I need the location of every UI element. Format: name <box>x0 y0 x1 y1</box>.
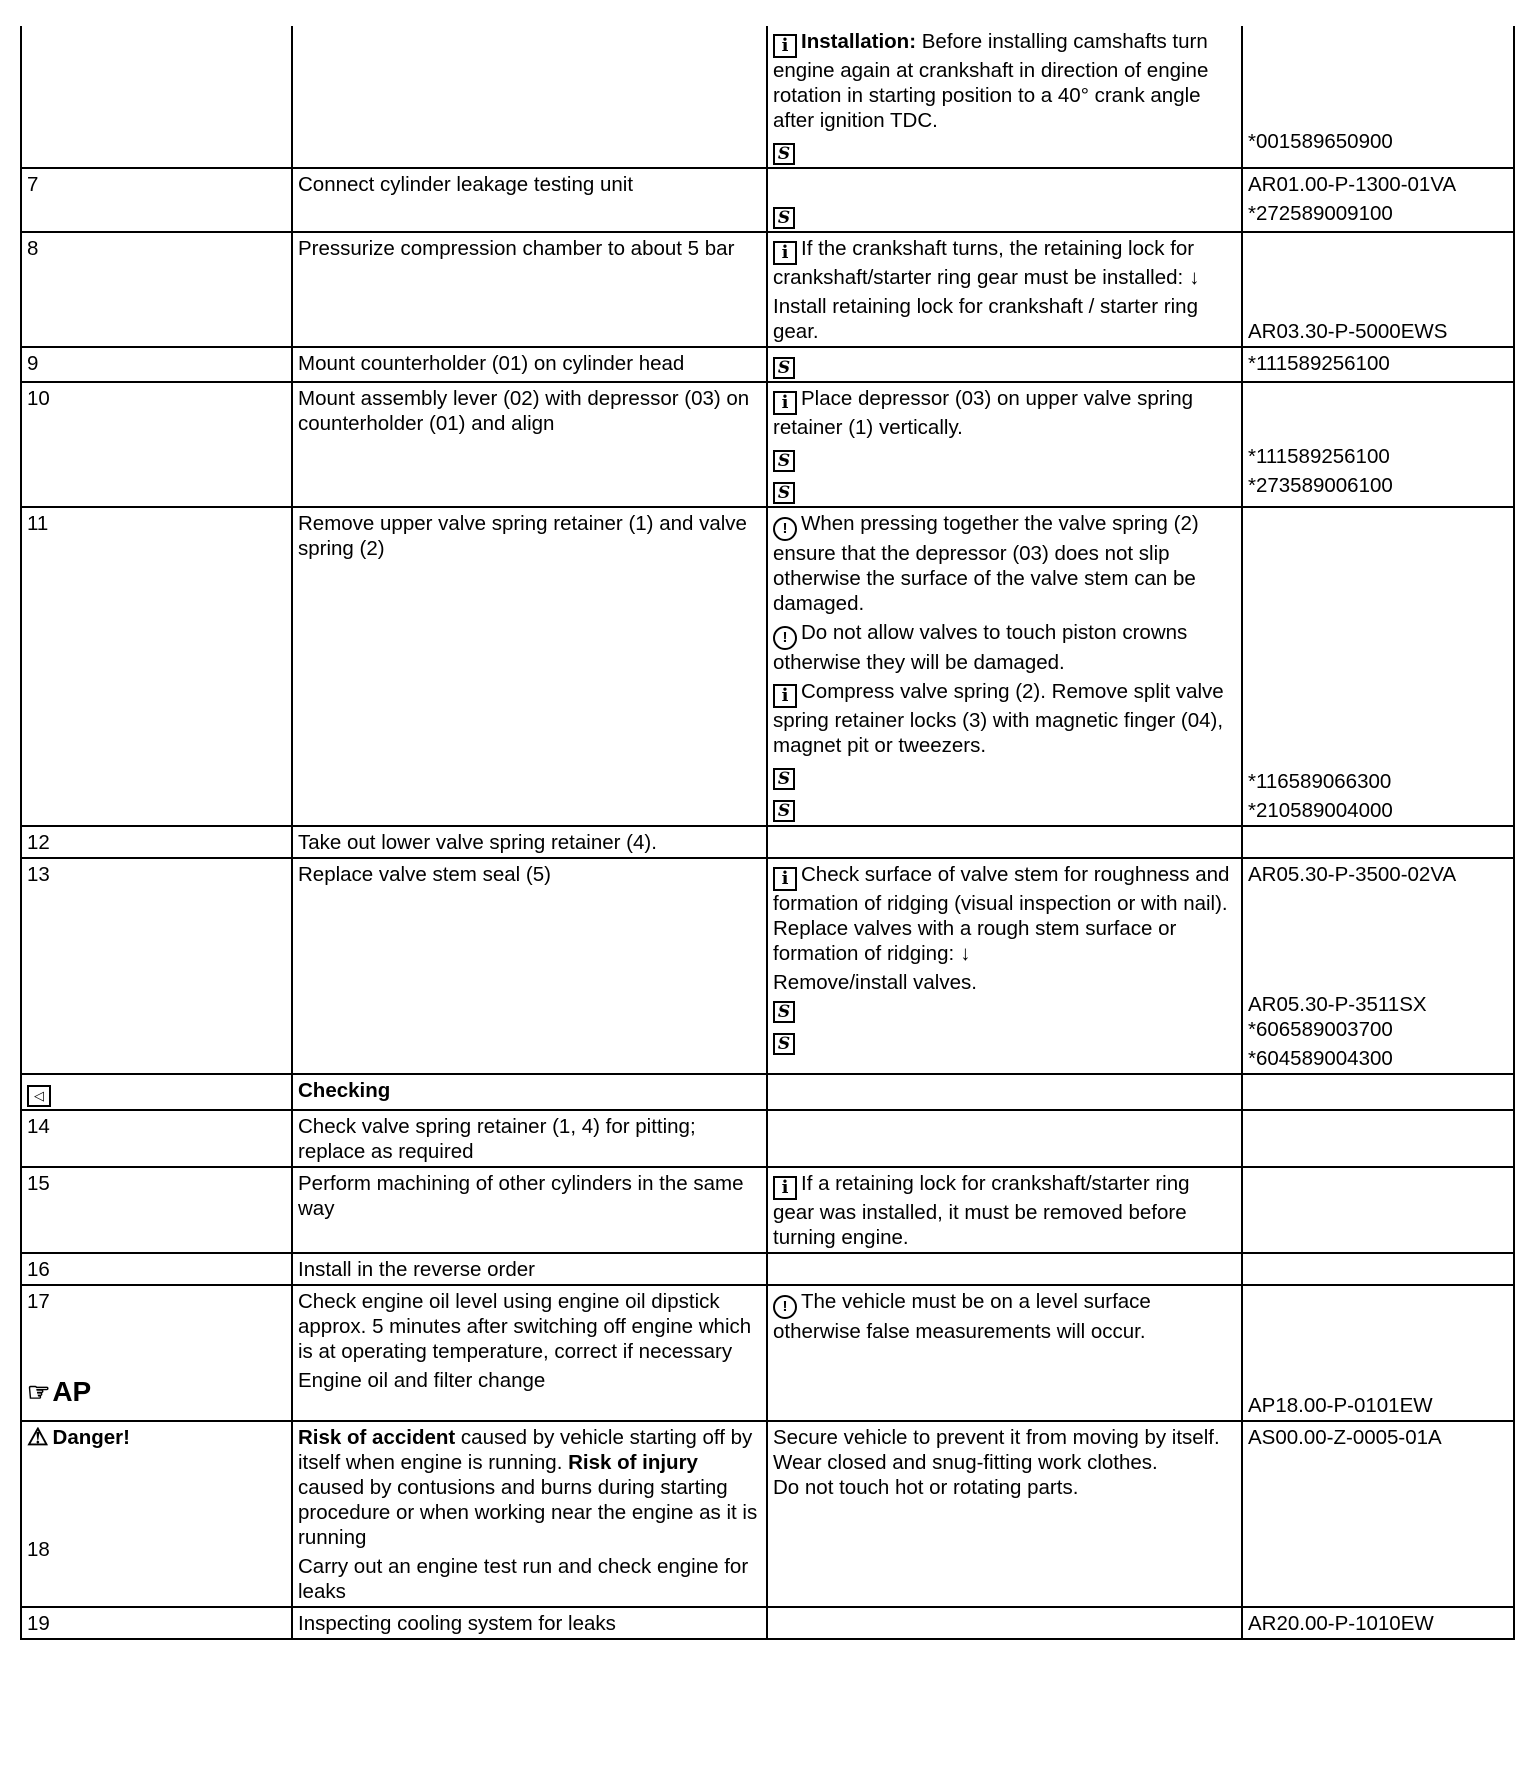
action-cell: Mount assembly lever (02) with depressor (03) on counterholder (01) and align <box>292 382 767 507</box>
tool-number: *273589006100 <box>1248 474 1393 497</box>
note-cell <box>767 1253 1242 1285</box>
action-cell: Install in the reverse order <box>292 1253 767 1285</box>
danger-plain: caused by contusions and burns during starting procedure or when working near the engine as it is running <box>298 1476 758 1549</box>
ref-link[interactable]: AR05.30-P-3511SX <box>1248 993 1427 1016</box>
step-cell <box>21 26 292 168</box>
note-cell <box>767 1074 1242 1110</box>
special-tool-icon: S <box>773 1033 795 1055</box>
step-cell: 14 <box>21 1110 292 1167</box>
step-number: 17 <box>27 1290 50 1313</box>
ref-cell: *111589256100 <box>1242 347 1514 382</box>
table-row <box>21 232 1514 347</box>
note-cell <box>767 507 1242 826</box>
ref-cell <box>1242 1110 1514 1167</box>
table-row <box>21 26 1514 168</box>
special-tool-icon: S <box>773 482 795 504</box>
note-cell <box>767 382 1242 507</box>
tool-number: *210589004000 <box>1248 799 1393 822</box>
table-row <box>21 1607 1514 1639</box>
table-row <box>21 1253 1514 1285</box>
note-cell <box>767 168 1242 232</box>
ref-cell <box>1242 1285 1514 1421</box>
table-row <box>21 507 1514 826</box>
warning-text: Do not allow valves to touch piston crowns otherwise they will be damaged. <box>773 621 1188 674</box>
action-cell: Check valve spring retainer (1, 4) for pitting; replace as required <box>292 1110 767 1167</box>
info-title: Installation: <box>801 30 917 53</box>
table-row <box>21 347 1514 382</box>
action-cell: Pressurize compression chamber to about 5 bar <box>292 232 767 347</box>
section-header-row <box>21 1074 1514 1110</box>
note-cell <box>767 1607 1242 1639</box>
danger-bold: Risk of accident <box>298 1426 456 1449</box>
ref-link[interactable]: AR20.00-P-1010EW <box>1248 1612 1434 1635</box>
action-cell <box>292 1421 767 1607</box>
warning-triangle-icon: ⚠ <box>27 1423 49 1451</box>
info-text: Check surface of valve stem for roughness and formation of ridging (visual inspection or with nail). <box>773 863 1230 915</box>
table-row <box>21 858 1514 1074</box>
special-tool-icon: S <box>773 450 795 472</box>
step-cell <box>21 1074 292 1110</box>
note-text: Do not touch hot or rotating parts. <box>773 1476 1079 1499</box>
warning-text: The vehicle must be on a level surface otherwise false measurements will occur. <box>773 1290 1151 1343</box>
step-cell: 12 <box>21 826 292 858</box>
info-text: Compress valve spring (2). Remove split valve spring retainer locks (3) with magnetic finger (04), magnet pit or tweezers. <box>773 680 1224 757</box>
ap-label: AP <box>52 1376 92 1407</box>
info-icon: i <box>773 867 797 891</box>
step-number: 18 <box>27 1537 50 1561</box>
info-text: If the crankshaft turns, the retaining lock for crankshaft/starter ring gear must be installed: <box>773 237 1195 289</box>
note-text: Secure vehicle to prevent it from moving by itself. <box>773 1426 1220 1449</box>
step-cell: 9 <box>21 347 292 382</box>
note-text: Install retaining lock for crankshaft / starter ring gear. <box>773 295 1198 343</box>
special-tool-icon: S <box>773 143 795 165</box>
note-cell <box>767 1421 1242 1607</box>
note-cell <box>767 858 1242 1074</box>
down-arrow-icon: ↓ <box>1189 266 1200 289</box>
ref-cell <box>1242 858 1514 1074</box>
ap-action-text: Engine oil and filter change <box>298 1369 546 1392</box>
info-text: Replace valves with a rough stem surface or formation of ridging: <box>773 917 1177 965</box>
action-cell <box>292 1285 767 1421</box>
ref-cell <box>1242 382 1514 507</box>
info-icon: i <box>773 241 797 265</box>
risk-of-damage-icon: ! <box>773 626 797 650</box>
step-cell <box>21 1285 292 1421</box>
tool-number: *604589004300 <box>1248 1047 1393 1070</box>
back-arrow-icon: ◁ <box>27 1085 51 1107</box>
table-row <box>21 826 1514 858</box>
danger-marker <box>27 1425 130 1450</box>
table-row <box>21 1167 1514 1253</box>
action-cell: Take out lower valve spring retainer (4). <box>292 826 767 858</box>
note-cell <box>767 347 1242 382</box>
info-text: Place depressor (03) on upper valve spring retainer (1) vertically. <box>773 387 1193 439</box>
note-cell <box>767 1167 1242 1253</box>
ref-link[interactable]: AP18.00-P-0101EW <box>1248 1394 1433 1417</box>
step-cell: 10 <box>21 382 292 507</box>
action-cell: Inspecting cooling system for leaks <box>292 1607 767 1639</box>
ref-cell <box>1242 1167 1514 1253</box>
table-row <box>21 1421 1514 1607</box>
table-row <box>21 1110 1514 1167</box>
note-cell <box>767 232 1242 347</box>
procedure-table <box>20 26 1515 1640</box>
ref-cell <box>1242 168 1514 232</box>
table-row <box>21 382 1514 507</box>
note-cell <box>767 26 1242 168</box>
ref-cell <box>1242 232 1514 347</box>
info-icon: i <box>773 1176 797 1200</box>
warning-text: When pressing together the valve spring (2) ensure that the depressor (03) does not slip otherwise the surface of the valve stem can be damaged. <box>773 512 1199 615</box>
info-icon: i <box>773 684 797 708</box>
note-cell <box>767 826 1242 858</box>
danger-bold: Risk of injury <box>568 1451 698 1474</box>
step-cell: 11 <box>21 507 292 826</box>
ref-cell <box>1242 1421 1514 1607</box>
special-tool-icon: S <box>773 207 795 229</box>
danger-label: Danger! <box>52 1426 130 1449</box>
table-row <box>21 168 1514 232</box>
tool-number: *116589066300 <box>1248 770 1392 793</box>
step-cell: 16 <box>21 1253 292 1285</box>
action-cell <box>292 26 767 168</box>
action-cell: Remove upper valve spring retainer (1) and valve spring (2) <box>292 507 767 826</box>
step-cell: 13 <box>21 858 292 1074</box>
info-icon: i <box>773 34 797 58</box>
danger-plain: caused by vehicle starting off by itself when engine is running. <box>298 1426 753 1474</box>
info-text: Before installing camshafts turn engine again at crankshaft in direction of engine rotation in starting position to a 40° crank angle after ignition TDC. <box>773 30 1209 132</box>
step-cell: 7 <box>21 168 292 232</box>
special-tool-icon: S <box>773 768 795 790</box>
note-text: Remove/install valves. <box>773 971 977 994</box>
ref-link[interactable]: AS00.00-Z-0005-01A <box>1248 1426 1442 1449</box>
ref-link[interactable]: AR01.00-P-1300-01VA <box>1248 173 1457 196</box>
action-cell: Mount counterholder (01) on cylinder head <box>292 347 767 382</box>
action-cell: Connect cylinder leakage testing unit <box>292 168 767 232</box>
section-title: Checking <box>292 1074 767 1110</box>
note-cell <box>767 1285 1242 1421</box>
pointing-hand-icon: ☞ <box>27 1377 51 1407</box>
tool-number: *001589650900 <box>1248 130 1393 153</box>
ref-cell <box>1242 826 1514 858</box>
note-cell <box>767 1110 1242 1167</box>
ref-cell <box>1242 1074 1514 1110</box>
special-tool-icon: S <box>773 800 795 822</box>
special-tool-icon: S <box>773 1001 795 1023</box>
step-cell: 19 <box>21 1607 292 1639</box>
step-cell <box>21 1421 292 1607</box>
procedure-sheet <box>20 26 1513 1640</box>
action-text: Check engine oil level using engine oil dipstick approx. 5 minutes after switching off engine which is at operating temperature, correct if necessary <box>298 1290 752 1363</box>
action-cell: Perform machining of other cylinders in the same way <box>292 1167 767 1253</box>
ref-cell <box>1242 507 1514 826</box>
ap-marker <box>27 1377 91 1407</box>
special-tool-icon: S <box>773 357 795 379</box>
action-cell: Replace valve stem seal (5) <box>292 858 767 1074</box>
risk-of-damage-icon: ! <box>773 517 797 541</box>
step-cell: 15 <box>21 1167 292 1253</box>
ref-link[interactable]: AR05.30-P-3500-02VA <box>1248 863 1457 886</box>
ref-link[interactable]: AR03.30-P-5000EWS <box>1248 320 1448 343</box>
danger-text <box>298 1425 761 1550</box>
info-icon: i <box>773 391 797 415</box>
step-cell: 8 <box>21 232 292 347</box>
ref-cell <box>1242 1253 1514 1285</box>
tool-number: *272589009100 <box>1248 202 1393 225</box>
info-text: If a retaining lock for crankshaft/starter ring gear was installed, it must be removed before turning engine. <box>773 1172 1190 1249</box>
ref-cell <box>1242 1607 1514 1639</box>
risk-of-damage-icon: ! <box>773 1295 797 1319</box>
action-text: Carry out an engine test run and check engine for leaks <box>298 1555 749 1603</box>
down-arrow-icon: ↓ <box>960 942 971 965</box>
tool-number: *111589256100 <box>1248 445 1390 468</box>
ref-cell <box>1242 26 1514 168</box>
tool-number: *606589003700 <box>1248 1018 1393 1041</box>
note-text: Wear closed and snug-fitting work clothes. <box>773 1451 1158 1474</box>
table-row <box>21 1285 1514 1421</box>
